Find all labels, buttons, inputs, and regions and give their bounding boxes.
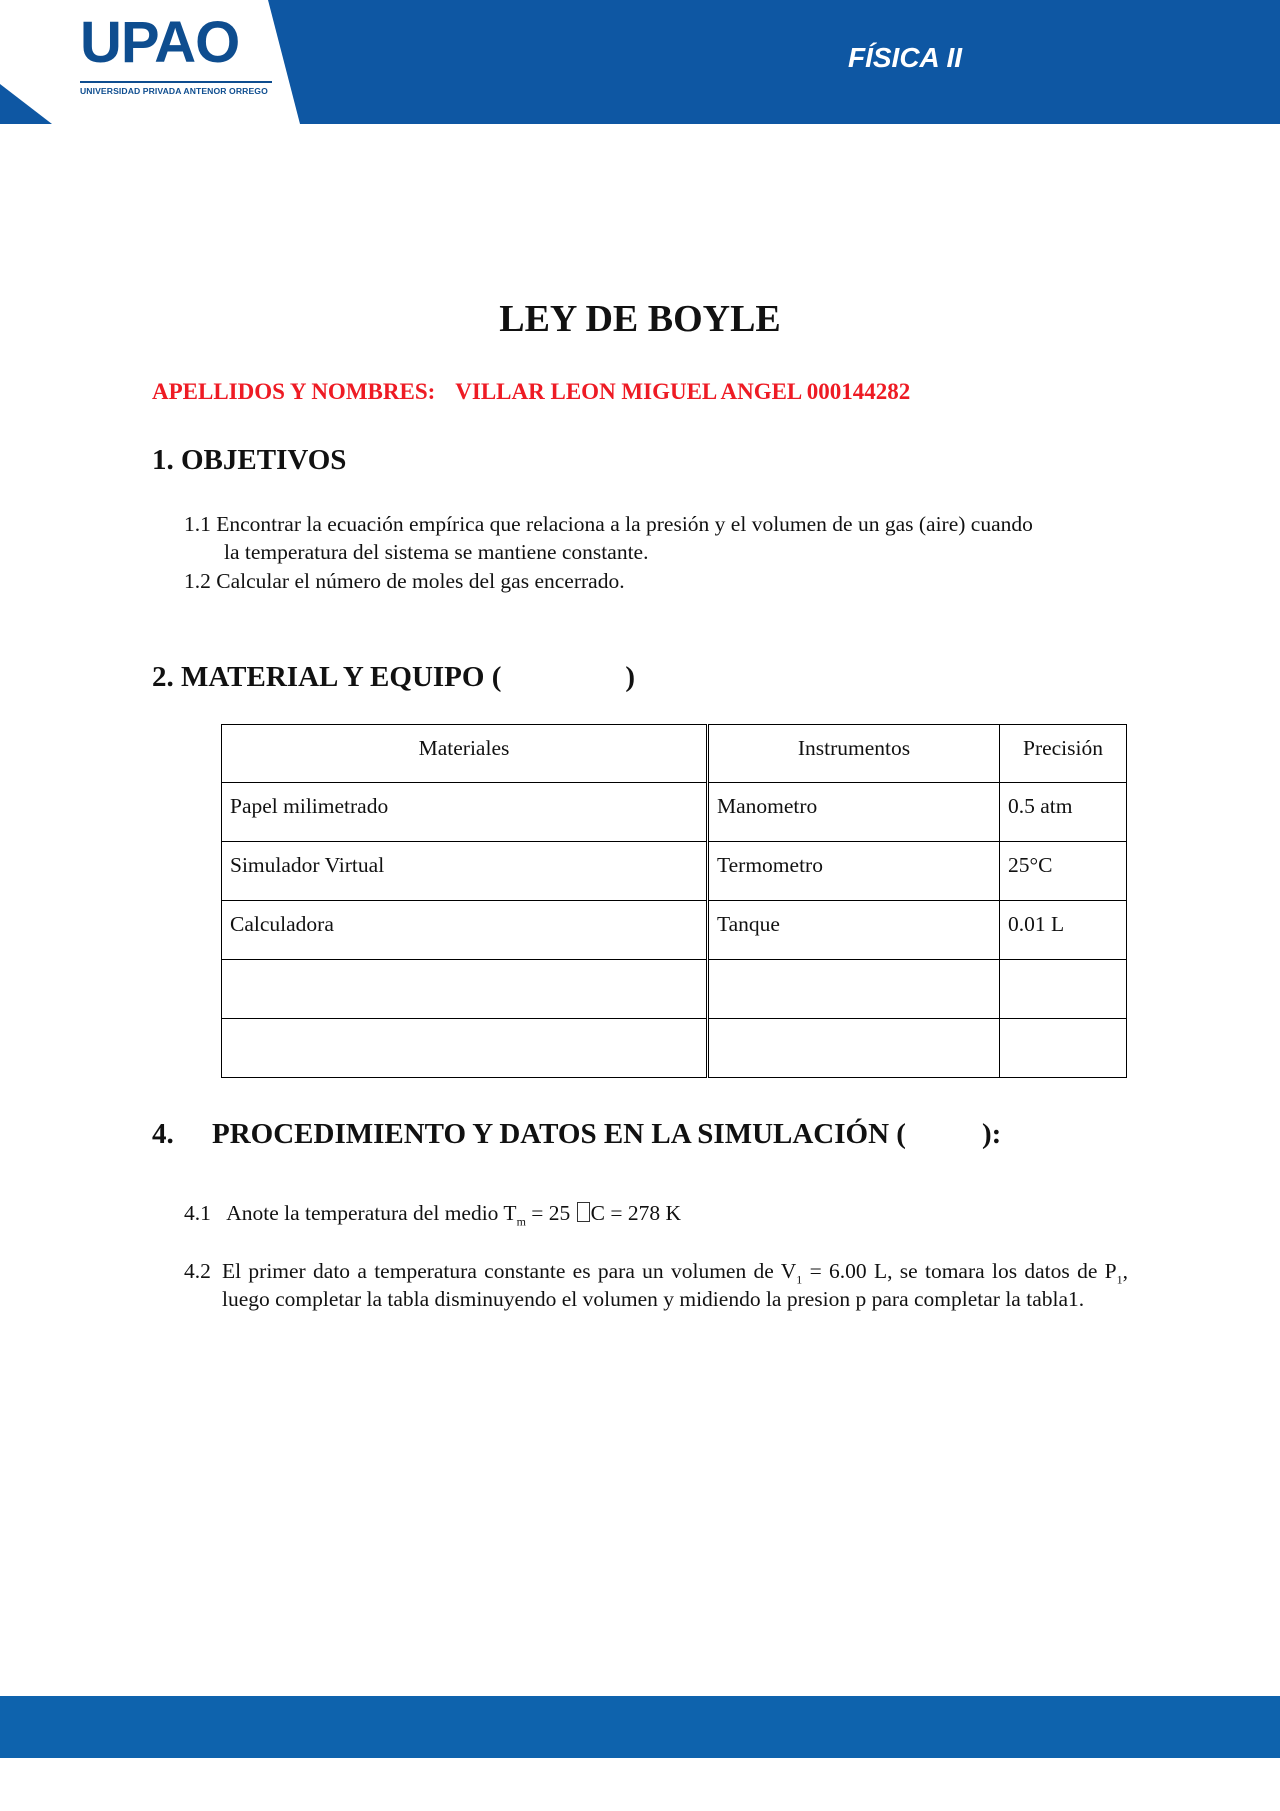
subscript: 1 xyxy=(1116,1272,1123,1287)
student-name: VILLAR LEON MIGUEL ANGEL 000144282 xyxy=(455,379,911,404)
step-text: = 6.00 L, se tomara los datos de P xyxy=(802,1259,1117,1283)
step-text: , luego completar la tabla disminuyendo el volumen y midiendo la presion p para completar la tabla1. xyxy=(222,1259,1128,1311)
table-cell: Papel milimetrado xyxy=(222,783,708,842)
table-cell xyxy=(708,960,1000,1019)
table-cell: Manometro xyxy=(708,783,1000,842)
section-heading-text: 2. MATERIAL Y EQUIPO ( xyxy=(152,661,502,693)
subscript: 1 xyxy=(796,1272,803,1287)
table-row xyxy=(222,1019,1127,1078)
section-heading-procedimiento xyxy=(152,1120,1001,1149)
section-number: 4. xyxy=(152,1118,174,1150)
objective-number: 1.1 xyxy=(184,512,211,536)
missing-degree-glyph-icon xyxy=(577,1202,590,1222)
table-cell: Calculadora xyxy=(222,901,708,960)
table-cell xyxy=(222,1019,708,1078)
step-text: C = 278 K xyxy=(590,1201,682,1225)
objective-text: Encontrar la ecuación empírica que relaciona a la presión y el volumen de un gas (aire) cuando xyxy=(216,512,1033,536)
footer-band xyxy=(0,1696,1280,1758)
course-title: FÍSICA II xyxy=(848,42,963,73)
university-logo xyxy=(0,0,300,124)
header-band xyxy=(0,0,1280,124)
table-cell xyxy=(708,1019,1000,1078)
section-heading-text: PROCEDIMIENTO Y DATOS EN LA SIMULACIÓN ( xyxy=(212,1118,906,1150)
table-cell: 25°C xyxy=(1000,842,1127,901)
student-line xyxy=(152,380,910,403)
table-row xyxy=(222,842,1127,901)
logo-tagline: UNIVERSIDAD PRIVADA ANTENOR ORREGO xyxy=(80,86,268,96)
table-row xyxy=(222,960,1127,1019)
student-label: APELLIDOS Y NOMBRES: xyxy=(152,379,436,404)
table-row xyxy=(222,901,1127,960)
table-cell: Termometro xyxy=(708,842,1000,901)
table-row xyxy=(222,783,1127,842)
column-header-precision: Precisión xyxy=(1000,725,1127,783)
logo-divider xyxy=(80,81,272,83)
objective-text-continued: la temperatura del sistema se mantiene constante. xyxy=(224,540,649,564)
table-cell: Tanque xyxy=(708,901,1000,960)
step-number: 4.1 xyxy=(184,1201,211,1225)
logo-wordmark: UPAO xyxy=(80,10,240,75)
procedure-step xyxy=(184,1199,1128,1227)
objective-item xyxy=(184,567,1128,595)
table-cell: Simulador Virtual xyxy=(222,842,708,901)
section-heading-close: ): xyxy=(981,1118,1002,1150)
column-header-instrumentos: Instrumentos xyxy=(708,725,1000,783)
document-title: LEY DE BOYLE xyxy=(499,298,781,340)
procedure-step xyxy=(184,1257,1128,1313)
table-cell xyxy=(1000,960,1127,1019)
step-text: El primer dato a temperatura constante es para un volumen de V xyxy=(222,1259,797,1283)
objective-text: Calcular el número de moles del gas encerrado. xyxy=(216,569,625,593)
table-cell: 0.5 atm xyxy=(1000,783,1127,842)
table-cell: 0.01 L xyxy=(1000,901,1127,960)
subscript: m xyxy=(516,1214,526,1229)
step-body xyxy=(184,1257,1128,1313)
section-heading-objetivos: 1. OBJETIVOS xyxy=(152,444,347,476)
table-header-row xyxy=(222,725,1127,783)
objective-number: 1.2 xyxy=(184,569,211,593)
column-header-materiales: Materiales xyxy=(222,725,708,783)
step-text: = 25 xyxy=(525,1201,576,1225)
table-cell xyxy=(1000,1019,1127,1078)
table-cell xyxy=(222,960,708,1019)
step-number: 4.2 xyxy=(184,1259,211,1283)
step-text: Anote la temperatura del medio T xyxy=(226,1201,517,1225)
section-heading-close: ) xyxy=(625,661,636,693)
equipment-table xyxy=(221,724,1127,1078)
objective-item xyxy=(184,510,1128,566)
section-heading-material xyxy=(152,663,635,692)
